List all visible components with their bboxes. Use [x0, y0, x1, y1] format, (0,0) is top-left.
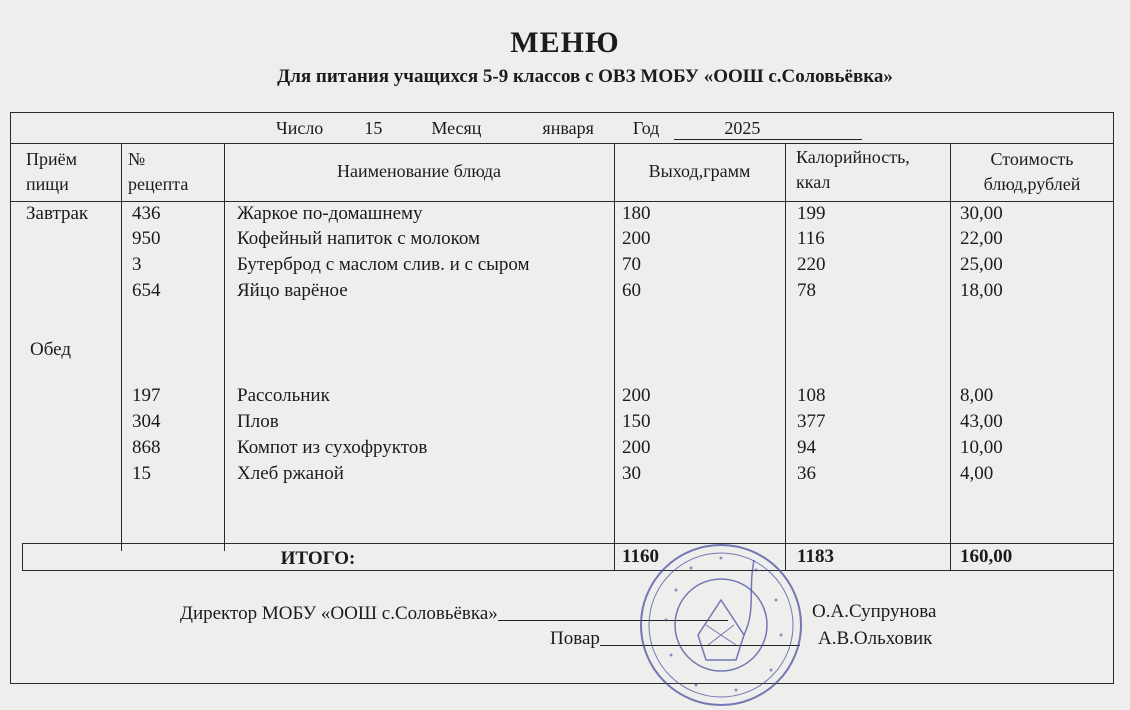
- dish-name: Компот из сухофруктов: [237, 437, 428, 458]
- year-value: 2025: [724, 118, 761, 138]
- dish-calories: 78: [797, 280, 816, 301]
- year-label: Год: [632, 118, 660, 138]
- recipe-number: 868: [132, 437, 161, 458]
- dish-calories: 377: [797, 411, 826, 432]
- header-cost: Стоимость блюд,рублей: [983, 149, 1081, 194]
- recipe-number: 15: [132, 463, 151, 484]
- col-line-cost: [950, 143, 951, 571]
- meal-breakfast: Завтрак: [26, 203, 89, 224]
- day-value: 15: [364, 118, 383, 138]
- month-label: Месяц: [431, 118, 482, 138]
- recipe-number: 3: [132, 254, 142, 275]
- recipe-number: 436: [132, 203, 161, 224]
- day-label: Число: [276, 118, 324, 138]
- year-field: [674, 118, 862, 140]
- header-meal: Приём пищи: [26, 149, 78, 194]
- dish-calories: 108: [797, 385, 826, 406]
- dish-yield: 30: [622, 463, 641, 484]
- meal-lunch: Обед: [30, 339, 71, 360]
- dish-cost: 18,00: [960, 280, 1003, 301]
- col-line-yield: [614, 143, 615, 571]
- recipe-number: 950: [132, 228, 161, 249]
- totals-calories: 1183: [797, 546, 834, 567]
- col-line-kcal: [785, 143, 786, 571]
- col-line-recipe: [121, 143, 122, 551]
- dish-cost: 22,00: [960, 228, 1003, 249]
- recipe-number: 197: [132, 385, 161, 406]
- header-dish: Наименование блюда: [336, 161, 501, 181]
- page-subtitle: Для питания учащихся 5-9 классов с ОВЗ МОБУ «ООШ с.Соловьёвка»: [277, 66, 893, 87]
- dish-cost: 25,00: [960, 254, 1003, 275]
- header-recipe: № рецепта: [128, 149, 189, 194]
- dish-name: Жаркое по-домашнему: [237, 203, 423, 224]
- dish-name: Бутерброд с маслом слив. и с сыром: [237, 254, 530, 275]
- dish-cost: 30,00: [960, 203, 1003, 224]
- dish-name: Яйцо варёное: [237, 280, 348, 301]
- totals-label: ИТОГО:: [280, 548, 356, 569]
- dish-yield: 180: [622, 203, 651, 224]
- dish-yield: 60: [622, 280, 641, 301]
- dish-yield: 200: [622, 437, 651, 458]
- menu-table: [10, 112, 1114, 684]
- school-seal-stamp: [636, 540, 806, 710]
- dish-calories: 116: [797, 228, 825, 249]
- dish-yield: 70: [622, 254, 641, 275]
- header-yield: Выход,грамм: [648, 161, 751, 181]
- totals-cost: 160,00: [960, 546, 1013, 567]
- director-name: О.А.Супрунова: [812, 601, 937, 622]
- dish-yield: 200: [622, 385, 651, 406]
- dish-yield: 200: [622, 228, 651, 249]
- dish-calories: 36: [797, 463, 816, 484]
- dish-cost: 10,00: [960, 437, 1003, 458]
- header-calories: Калорийность, ккал: [796, 147, 910, 192]
- dish-calories: 220: [797, 254, 826, 275]
- date-row: [276, 118, 862, 140]
- page-title: МЕНЮ: [510, 26, 620, 59]
- dish-calories: 199: [797, 203, 826, 224]
- recipe-number: 304: [132, 411, 161, 432]
- cook-label: Повар: [550, 628, 600, 649]
- dish-name: Кофейный напиток с молоком: [237, 228, 481, 249]
- dish-cost: 43,00: [960, 411, 1003, 432]
- dish-yield: 150: [622, 411, 651, 432]
- dish-cost: 4,00: [960, 463, 994, 484]
- dish-name: Хлеб ржаной: [237, 463, 344, 484]
- header-bottom-line: [10, 201, 1114, 202]
- col-line-dish: [224, 143, 225, 551]
- dish-calories: 94: [797, 437, 816, 458]
- dish-name: Плов: [237, 411, 279, 432]
- month-value: января: [542, 118, 594, 138]
- director-label: Директор МОБУ «ООШ с.Соловьёвка»: [180, 603, 498, 624]
- header-top-line: [10, 143, 1114, 144]
- recipe-number: 654: [132, 280, 161, 301]
- dish-cost: 8,00: [960, 385, 994, 406]
- dish-name: Рассольник: [237, 385, 330, 406]
- totals-yield: 1160: [622, 546, 659, 567]
- cook-name: А.В.Ольховик: [818, 628, 933, 649]
